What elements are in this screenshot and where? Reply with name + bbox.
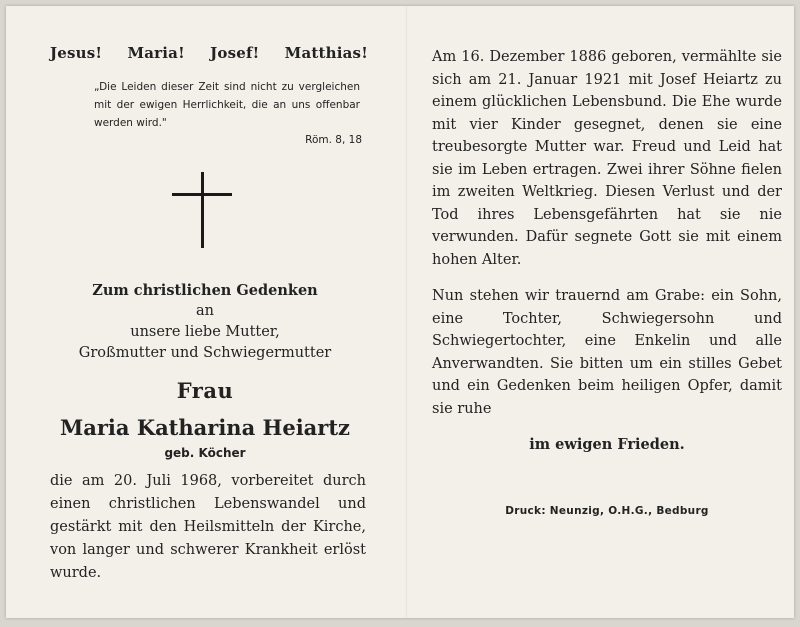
memorial-title: Zum christlichen Gedenken (92, 282, 318, 299)
death-notice-text: die am 20. Juli 1968, vorbereitet durch einen christlichen Lebenswandel und gestärkt mit den Heilsmitteln der Kirche, von langer und schwerer Krankheit erlöst wurde. (50, 473, 366, 581)
title-frau: Frau (176, 378, 234, 403)
left-panel (40, 44, 370, 585)
memorial-line-1: unsere liebe Mutter, (130, 324, 280, 340)
memorial-an: an (196, 303, 214, 319)
invocation-josef: Josef! (210, 44, 260, 62)
closing-line: im ewigen Frieden. (529, 436, 685, 453)
deceased-name: Maria Katharina Heiartz (60, 415, 350, 440)
memorial-line-2: Großmutter und Schwiegermutter (78, 345, 332, 361)
maiden-name: geb. Köcher (164, 446, 246, 460)
right-panel (432, 46, 782, 517)
memorial-card (6, 6, 794, 618)
bible-reference: Röm. 8, 18 (305, 134, 362, 146)
invocation-line (40, 44, 370, 62)
bible-quote: „Die Leiden dieser Zeit sind nicht zu vergleichen mit der ewigen Herrlichkeit, die an uns offenbar werden wird." (94, 81, 360, 129)
card-fold-line (406, 6, 407, 618)
cross-icon (40, 172, 370, 250)
biography-paragraph: Am 16. Dezember 1886 geboren, vermählte sie sich am 21. Januar 1921 mit Josef Heiartz zu einem glücklichen Lebensbund. Die Ehe wurde mit vier Kinder gesegnet, denen sie eine treubesorgte Mutter war. Freud und Leid hat sie im Leben ertragen. Zwei ihrer Söhne fielen im zweiten Weltkrieg. Diesen Verlust und der Tod ihres Lebensgefährten hat sie nie verwunden. Dafür segnete Gott sie mit einem hohen Alter. (432, 49, 782, 268)
mourners-paragraph: Nun stehen wir trauernd am Grabe: ein Sohn, eine Tochter, Schwiegersohn und Schwiegertochter, eine Enkelin und alle Anverwandten. Sie bitten um ein stilles Gebet und ein Gedenken beim heiligen Opfer, damit sie ruhe (432, 288, 782, 417)
memorial-dedication (40, 280, 370, 364)
printer-imprint: Druck: Neunzig, O.H.G., Bedburg (505, 505, 709, 517)
invocation-maria: Maria! (127, 44, 185, 62)
invocation-matthias: Matthias! (284, 44, 368, 62)
invocation-jesus: Jesus! (50, 44, 103, 62)
